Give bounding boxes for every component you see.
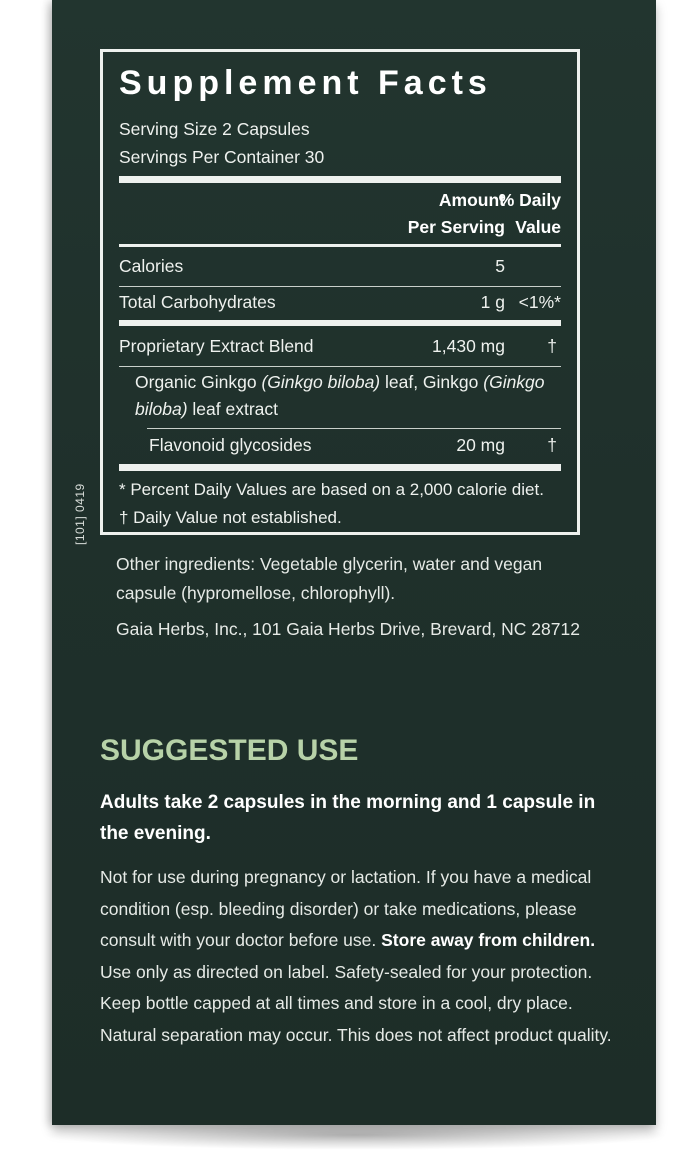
suggested-use-directions: Adults take 2 capsules in the morning and 1 capsule in the evening. [100, 792, 596, 844]
blend-latin-name: (Ginkgo [483, 372, 545, 392]
footnote-dv-not-established: † Daily Value not established. [119, 508, 342, 527]
servings-per-container: Servings Per Container 30 [119, 147, 325, 167]
row-blend-name: Proprietary Extract Blend [119, 336, 314, 356]
other-ingredients-line1: Other ingredients: Vegetable glycerin, water and vegan [116, 554, 543, 574]
blend-latin-name: (Ginkgo biloba) [261, 372, 381, 392]
row-calories-amount: 5 [495, 256, 505, 276]
row-flavonoid-dv: † [547, 435, 557, 455]
row-calories-name: Calories [119, 256, 184, 276]
footnote-percent-dv: * Percent Daily Values are based on a 2,000 calorie diet. [119, 480, 544, 499]
header-rule [119, 244, 561, 247]
amount-header [408, 187, 505, 241]
row-divider [147, 428, 561, 429]
blend-description-line2 [135, 399, 278, 420]
warning-text [100, 862, 615, 1051]
row-carbs-amount: 1 g [480, 292, 505, 312]
label-panel [52, 0, 656, 1125]
dv-header-line2: Value [515, 217, 561, 237]
row-divider [119, 286, 561, 287]
dv-header [499, 187, 561, 241]
warning-text-part: Not for use during pregnancy or lactation. If you have a medical condition (esp. bleeding disorder) or take medications, please consult with your doctor before use. [100, 867, 592, 950]
facts-title: Supplement Facts [119, 64, 492, 102]
warning-emphasis: Store away from children. [381, 930, 596, 950]
footer-rule [119, 464, 561, 471]
row-blend-amount: 1,430 mg [432, 336, 505, 356]
serving-size: Serving Size 2 Capsules [119, 119, 310, 139]
dv-header-line1: % Daily [498, 190, 561, 210]
section-rule [119, 320, 561, 326]
lot-code: [101] 0419 [73, 483, 87, 545]
blend-text: leaf extract [187, 399, 279, 419]
supplement-facts-box [100, 49, 580, 535]
blend-latin-name: biloba) [135, 399, 188, 419]
thick-rule [119, 176, 561, 183]
warning-text-part: Use only as directed on label. Safety-sealed for your protection. Keep bottle capped at all times and store in a cool, dry place. Natural separation may occur. This does not affect product quality. [100, 961, 612, 1045]
blend-text: leaf, Ginkgo [380, 372, 484, 392]
amount-header-line2: Per Serving [407, 217, 505, 237]
other-ingredients-line2: capsule (hypromellose, chlorophyll). [116, 583, 396, 603]
row-flavonoid-amount: 20 mg [456, 435, 505, 455]
blend-description-line1 [135, 372, 545, 393]
row-flavonoid-name: Flavonoid glycosides [149, 435, 312, 455]
row-carbs-name: Total Carbohydrates [119, 292, 276, 312]
amount-header-line1: Amount [438, 190, 505, 210]
row-divider [119, 366, 561, 367]
blend-text: Organic Ginkgo [135, 372, 262, 392]
row-blend-dv: † [547, 336, 557, 356]
row-carbs-dv: <1%* [518, 292, 561, 312]
company-address: Gaia Herbs, Inc., 101 Gaia Herbs Drive, Brevard, NC 28712 [116, 619, 580, 639]
suggested-use-title: SUGGESTED USE [100, 734, 359, 767]
